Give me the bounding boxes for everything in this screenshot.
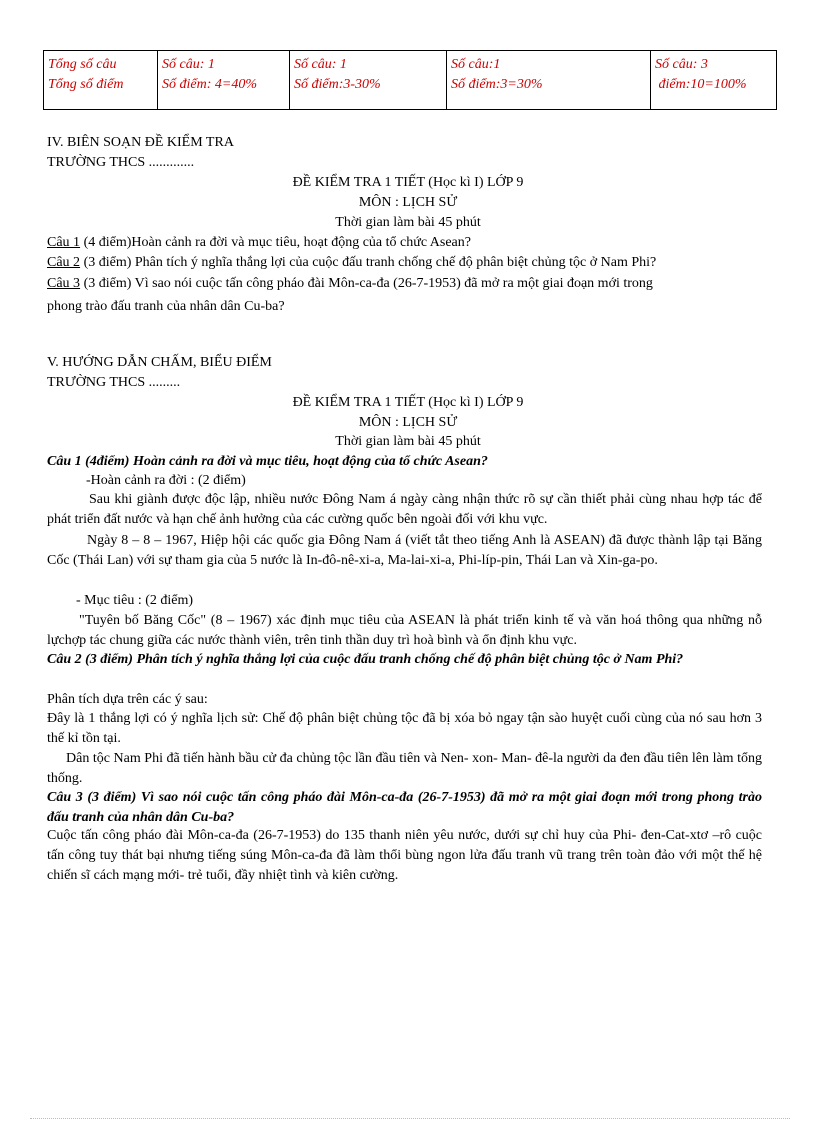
answer-1-heading: Câu 1 (4điểm) Hoàn cảnh ra đời và mục tiêu, hoạt động của tổ chức Asean? — [47, 454, 488, 469]
section4-subject: MÔN : LỊCH SỬ — [358, 195, 458, 210]
table-cell: Số câu:1 Số điểm:3=30% — [447, 51, 651, 110]
table-cell: Tổng số câu Tổng số điểm — [44, 51, 158, 110]
table-cell: Số câu: 1 Số điểm: 4=40% — [158, 51, 290, 110]
table-row — [44, 51, 777, 110]
question-3: Câu 3 (3 điểm) Vì sao nói cuộc tấn công pháo đài Môn-ca-đa (26-7-1953) đã mở ra một giai đoạn mới trong — [47, 276, 653, 291]
answer-3-para: Cuộc tấn công pháo đài Môn-ca-đa (26-7-1953) do 135 thanh niên yêu nước, dưới sự chỉ huy của Phi- đen-Cat-xtơ –rô cuộc tấn công tuy thát bại nhưng tiếng súng Môn-ca-đa đã làm thổi bùng ngon lửa đấu tranh vũ trang trên toàn đảo với một thế hệ chiến sĩ cách mạng mới- trẻ tuổi, đầy nhiệt tình và kiên cường. — [47, 828, 762, 883]
answer-2-para-2: Dân tộc Nam Phi đã tiến hành bầu cử đa chủng tộc lần đầu tiên và Nen- xon- Man- đê-la người da đen đầu tiên lên làm tổng thống. — [47, 751, 762, 786]
question-3-continued: phong trào đấu tranh của nhân dân Cu-ba? — [47, 299, 285, 314]
answer-2-heading: Câu 2 (3 điểm) Phân tích ý nghĩa thắng lợi của cuộc đấu tranh chống chế độ phân biệt chủng tộc ở Nam Phi? — [47, 652, 684, 667]
answer-2-intro: Phân tích dựa trên các ý sau: — [47, 692, 208, 707]
summary-table — [43, 50, 777, 110]
section5-time: Thời gian làm bài 45 phút — [335, 434, 481, 449]
question-1: Câu 1 (4 điểm)Hoàn cảnh ra đời và mục tiêu, hoạt động của tổ chức Asean? — [47, 235, 471, 250]
answer-1-sub-context: -Hoàn cảnh ra đời : (2 điểm) — [86, 473, 246, 488]
section4-heading: IV. BIÊN SOẠN ĐỀ KIỂM TRA — [47, 135, 234, 150]
section4-exam-title: ĐỀ KIỂM TRA 1 TIẾT (Học kì I) LỚP 9 — [292, 175, 524, 190]
section4-school: TRƯỜNG THCS ............. — [47, 155, 195, 170]
table-cell: Số câu: 3 điểm:10=100% — [651, 51, 777, 110]
section5-exam-title: ĐỀ KIỂM TRA 1 TIẾT (Học kì I) LỚP 9 — [292, 395, 524, 410]
page-bottom-border — [30, 1118, 790, 1119]
question-2: Câu 2 (3 điểm) Phân tích ý nghĩa thắng lợi của cuộc đấu tranh chống chế độ phân biệt chủng tộc ở Nam Phi? — [47, 255, 657, 270]
answer-1-para-3: "Tuyên bố Băng Cốc" (8 – 1967) xác định mục tiêu của ASEAN là phát triển kinh tế và văn hoá thông qua những nỗ lựchợp tác chung giữa các nước thành viên, trên tinh thần duy trì hoà bình và ổn định khu vực. — [47, 613, 762, 648]
answer-1-sub-goal: - Mục tiêu : (2 điểm) — [76, 593, 194, 608]
table-cell: Số câu: 1 Số điểm:3-30% — [290, 51, 447, 110]
answer-2-para-1: Đây là 1 thắng lợi có ý nghĩa lịch sử: Chế độ phân biệt chủng tộc đã bị xóa bỏ ngay tận sào huyệt cuối cùng của nó sau hơn 3 thế kỉ tồn tại. — [47, 711, 762, 746]
section5-heading: V. HƯỚNG DẪN CHẤM, BIỂU ĐIỂM — [47, 355, 272, 370]
answer-3-heading: Câu 3 (3 điểm) Vì sao nói cuộc tấn công pháo đài Môn-ca-đa (26-7-1953) đã mở ra một giai đoạn mới trong phong trào đấu tranh của nhân dân Cu-ba? — [47, 790, 762, 825]
section5-school: TRƯỜNG THCS ......... — [47, 375, 181, 390]
section5-subject: MÔN : LỊCH SỬ — [358, 415, 458, 430]
answer-1-para-1: Sau khi giành được độc lập, nhiều nước Đông Nam á ngày càng nhận thức rõ sự cần thiết phải cùng nhau hợp tác để phát triển đất nước và hạn chế ảnh hưởng của các cường quốc bên ngoài đối với khu vực. — [47, 492, 762, 527]
section4-time: Thời gian làm bài 45 phút — [335, 215, 481, 230]
answer-1-para-2: Ngày 8 – 8 – 1967, Hiệp hội các quốc gia Đông Nam á (viết tắt theo tiếng Anh là ASEAN) đã được thành lập tại Băng Cốc (Thái Lan) với sự tham gia của 5 nước là In-đô-nê-xi-a, Ma-lai-xi-a, Phi-líp-pin, Thái Lan và Xin-ga-po. — [47, 533, 762, 568]
